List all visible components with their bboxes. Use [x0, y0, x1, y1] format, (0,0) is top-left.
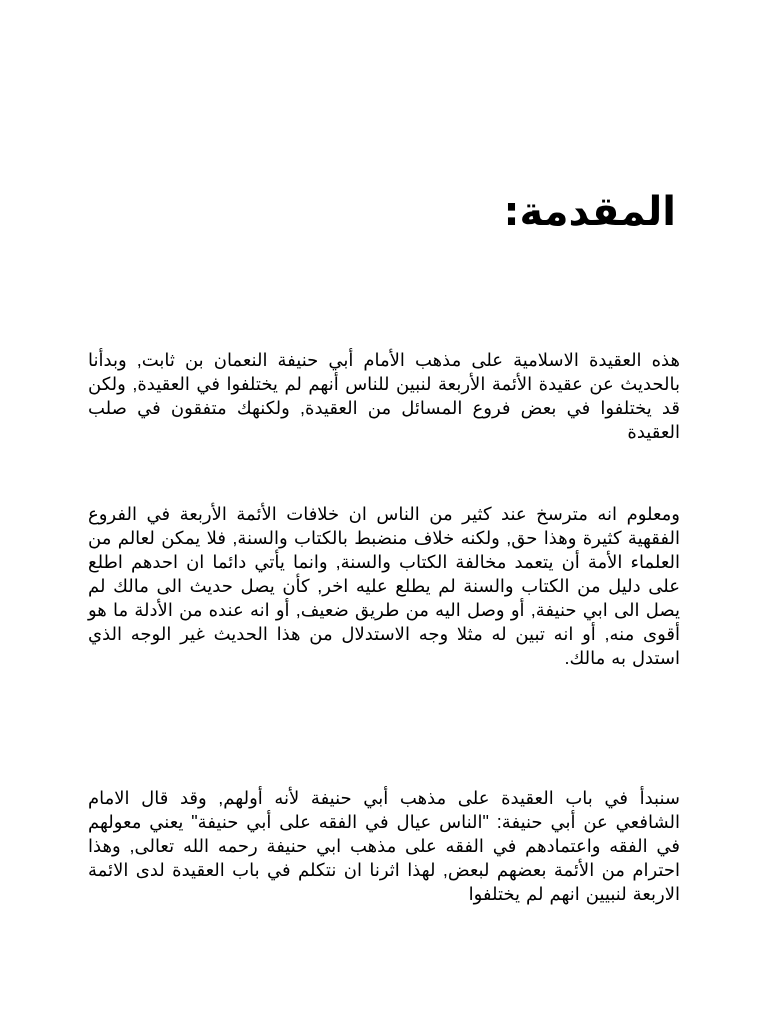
paragraph-intro: هذه العقيدة الاسلامية على مذهب الأمام أبي حنيفة النعمان بن ثابت, وبدأنا بالحديث عن عقيدة الأئمة الأربعة لنبين للناس أنهم لم يختلفوا في العقيدة, ولكن قد يختلفوا في بعض فروع المسائل من العقيدة, ولكنهك متفقون في صلب العقيدة [88, 350, 680, 442]
paragraph-abu-hanifa: سنبدأ في باب العقيدة على مذهب أبي حنيفة لأنه أولهم, وقد قال الامام الشافعي عن أبي حنيفة: "الناس عيال في الفقه على أبي حنيفة" يعني معولهم في الفقه واعتمادهم في الفقه على مذهب ابي حنيفة رحمه الله تعالى, وهذا احترام من الأئمة بعضهم لبعض, لهذا اثرنا ان نتكلم في باب العقيدة لدى الائمة الاربعة لنبيين انهم لم يختلفوا [88, 788, 680, 904]
paragraph-differences: ومعلوم انه مترسخ عند كثير من الناس ان خلافات الأئمة الأربعة في الفروع الفقهية كثيرة وهذا حق, ولكنه خلاف منضبط بالكتاب والسنة, فلا يمكن لعالم من العلماء الأمة أن يتعمد مخالفة الكتاب والسنة, وانما يأتي دائما ان احدهم اطلع على دليل من الكتاب والسنة لم يطلع عليه اخر, كأن يصل حديث الى مالك لم يصل الى ابي حنيفة, أو وصل اليه من طريق ضعيف, أو انه عنده من الأدلة ما هو أقوى منه, أو انه تبين له مثلا وجه الاستدلال من هذا الحديث غير الوجه الذي استدل به مالك. [88, 504, 680, 668]
page-title: المقدمة: [503, 189, 676, 235]
